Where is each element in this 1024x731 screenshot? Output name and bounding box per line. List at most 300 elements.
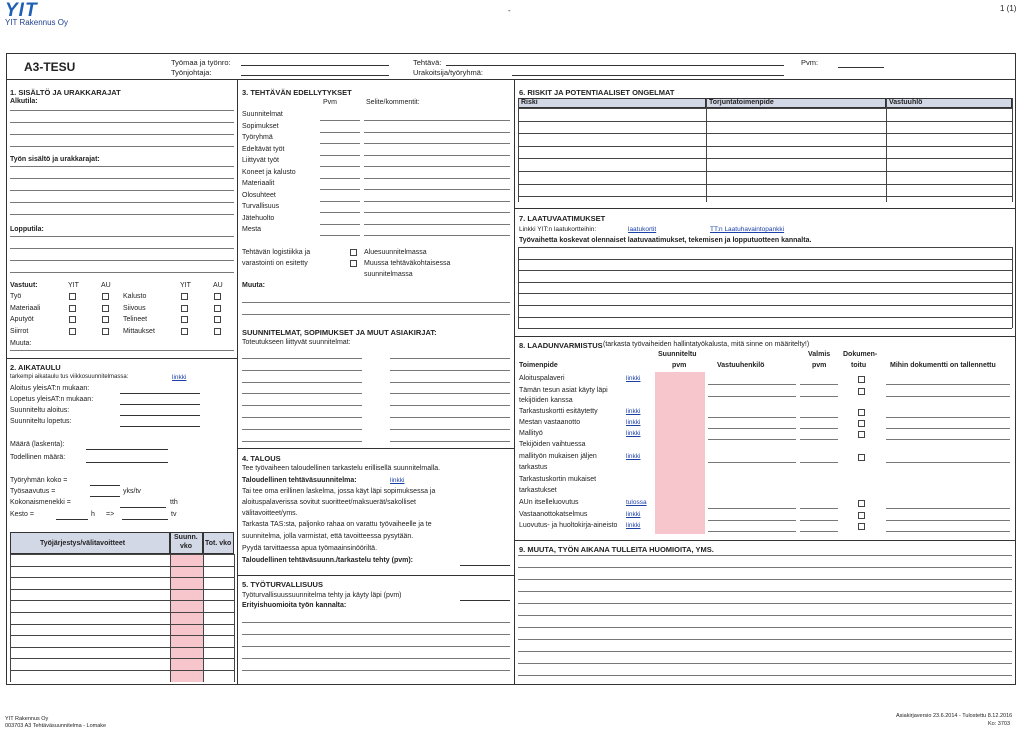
s7-link-observation-bank[interactable]: TT:n Laatuhavaintopankki bbox=[710, 226, 785, 233]
s1-au-checkbox-right-2[interactable] bbox=[214, 316, 221, 323]
s6-col-border-3 bbox=[1012, 98, 1013, 202]
s1-start-line-2[interactable] bbox=[10, 122, 234, 123]
s3-item-1: Sopimukset bbox=[242, 122, 279, 130]
s3-plans-left-line-6[interactable] bbox=[242, 429, 362, 430]
s1-yit-checkbox-left-1[interactable] bbox=[69, 305, 76, 312]
s2-productivity-field[interactable] bbox=[90, 496, 120, 497]
s1-au-checkbox-right-1[interactable] bbox=[214, 305, 221, 312]
s3-plans-right-line-4[interactable] bbox=[390, 405, 510, 406]
s3-item-comment-field-9[interactable] bbox=[364, 224, 510, 225]
s7-row-7[interactable] bbox=[518, 328, 1012, 329]
s2-title: 2. AIKATAULU bbox=[10, 363, 61, 372]
s8-title: 8. LAADUNVARMISTUS bbox=[519, 341, 603, 350]
s8-ready-field-5[interactable] bbox=[800, 439, 838, 440]
s2-col2-label-a: Suunn. bbox=[174, 534, 198, 541]
s3-plans-left-line-2[interactable] bbox=[242, 382, 362, 383]
s2-end-yleis: Lopetus yleisAT:n mukaan: bbox=[10, 396, 94, 403]
s2-plan-week-column bbox=[170, 554, 203, 682]
s8-where-field-1[interactable] bbox=[886, 396, 1010, 397]
s8-doc-checkbox-1[interactable] bbox=[858, 388, 865, 395]
s1-resp-left-2: Aputyöt bbox=[10, 316, 34, 323]
s3-plans-title: SUUNNITELMAT, SOPIMUKSET JA MUUT ASIAKIRJAT: bbox=[242, 328, 437, 337]
s3-item-4: Liittyvät työt bbox=[242, 157, 279, 164]
s3-plans-left-line-3[interactable] bbox=[242, 393, 362, 394]
s8-doc-checkbox-7[interactable] bbox=[858, 454, 865, 461]
s1-yit-checkbox-left-2[interactable] bbox=[69, 316, 76, 323]
s2-table-row-10[interactable] bbox=[10, 670, 234, 671]
foreman-field[interactable] bbox=[241, 75, 389, 76]
s3-plans-right-line-7[interactable] bbox=[390, 441, 510, 442]
s3-plans-right-line-6[interactable] bbox=[390, 429, 510, 430]
s3-item-pvm-field-8[interactable] bbox=[320, 212, 360, 213]
s6-row-6[interactable] bbox=[518, 184, 1012, 185]
s2-end-yleis-field[interactable] bbox=[120, 404, 200, 405]
s8-ready-field-12[interactable] bbox=[800, 520, 838, 521]
col-divider-2 bbox=[514, 80, 515, 685]
s4-line-6: Tarkasta TAS:sta, paljonko rahaa on varattu työvaiheelle ja te bbox=[242, 521, 432, 528]
s7-row-0[interactable] bbox=[518, 247, 1012, 248]
s6-row-3[interactable] bbox=[518, 146, 1012, 147]
s2-duration-tv-field[interactable] bbox=[122, 519, 168, 520]
s9-line-3[interactable] bbox=[518, 579, 1012, 580]
s3-other-label: Muuta: bbox=[242, 282, 265, 289]
s2-plan-start: Suunniteltu aloitus: bbox=[10, 407, 70, 414]
s8-row-label-8: tarkastus bbox=[519, 464, 548, 471]
s3-plans-left-line-1[interactable] bbox=[242, 370, 362, 371]
task-label: Tehtävä: bbox=[413, 58, 442, 67]
s1-au-2: AU bbox=[213, 282, 223, 289]
s3-item-pvm-field-10[interactable] bbox=[320, 235, 360, 236]
s5-line-1[interactable] bbox=[242, 622, 510, 623]
s8-title-note: (tarkasta työvaiheiden hallintatyökalusta, mitä sinne on määritelty!) bbox=[603, 341, 810, 348]
s3-item-comment-field-2[interactable] bbox=[364, 143, 510, 144]
s8-row-link-7[interactable]: linkki bbox=[626, 453, 641, 460]
s3-item-2: Työryhmä bbox=[242, 134, 273, 141]
s2-table-row-0[interactable] bbox=[10, 554, 234, 555]
s8-row-link-12[interactable]: linkki bbox=[626, 511, 641, 518]
s4-line-8: Pyydä tarvittaessa apua työmaainsinööriltä. bbox=[242, 545, 378, 552]
s8-where-field-12[interactable] bbox=[886, 520, 1010, 521]
s8-col-resp: Vastuuhenkilö bbox=[717, 362, 765, 369]
s8-row-label-11: AUn itselleluovutus bbox=[519, 499, 579, 506]
s8-row-label-4: Mestan vastaanotto bbox=[519, 419, 581, 426]
s4-date-field[interactable] bbox=[460, 565, 510, 566]
s3-plans-right-line-1[interactable] bbox=[390, 370, 510, 371]
s8-ready-field-1[interactable] bbox=[800, 396, 838, 397]
col-divider-1 bbox=[237, 80, 238, 685]
s3-plans-left-line-0[interactable] bbox=[242, 358, 362, 359]
s2-table-row-8[interactable] bbox=[10, 647, 234, 648]
s1-au-checkbox-right-3[interactable] bbox=[214, 328, 221, 335]
s4-line-3: Tai tee oma erillinen laskelma, jossa käyt läpi sopimuksessa ja bbox=[242, 488, 436, 495]
s5-date-field[interactable] bbox=[460, 600, 510, 601]
s3-item-0: Suunnitelmat bbox=[242, 111, 283, 118]
s2-amount-real: Todellinen määrä: bbox=[10, 454, 66, 461]
s1-start-line-1[interactable] bbox=[10, 110, 234, 111]
s8-col-plan-1: Suunniteltu bbox=[658, 351, 697, 358]
s8-row-label-2: tekijöiden kanssa bbox=[519, 397, 573, 404]
s9-title: 9. MUUTA, TYÖN AIKANA TULLEITA HUOMIOITA, YMS. bbox=[519, 545, 714, 554]
s8-col-plan-2: pvm bbox=[672, 362, 687, 369]
s8-col-ready-2: pvm bbox=[812, 362, 827, 369]
s8-row-link-0[interactable]: linkki bbox=[626, 375, 641, 382]
s8-doc-checkbox-12[interactable] bbox=[858, 512, 865, 519]
s3-item-pvm-field-6[interactable] bbox=[320, 189, 360, 190]
s1-au-checkbox-right-0[interactable] bbox=[214, 293, 221, 300]
s8-row-label-9: Tarkastuskortin mukaiset bbox=[519, 476, 597, 483]
s4-line-4: aloituspalaverissa sovitut suoritteet/maksuerät/sakolliset bbox=[242, 499, 416, 506]
company-name: YIT Rakennus Oy bbox=[5, 18, 68, 27]
s1-au-checkbox-left-3[interactable] bbox=[102, 328, 109, 335]
s7-row-4[interactable] bbox=[518, 293, 1012, 294]
task-field[interactable] bbox=[446, 65, 784, 66]
s3-item-7: Olosuhteet bbox=[242, 191, 276, 199]
s2-total: Kokonaismenekki = bbox=[10, 499, 71, 506]
s8-ready-field-7[interactable] bbox=[800, 462, 838, 463]
s8-resp-field-7[interactable] bbox=[708, 462, 796, 463]
s1-content-label: Työn sisältö ja urakkarajat: bbox=[10, 156, 100, 163]
s8-col-ready-1: Valmis bbox=[808, 351, 831, 358]
s1-start-label: Alkutila: bbox=[10, 98, 38, 105]
s5-title: 5. TYÖTURVALLISUUS bbox=[242, 580, 323, 589]
s8-col-doc-2: toitu bbox=[851, 362, 867, 369]
s2-plan-end: Suunniteltu lopetus: bbox=[10, 418, 72, 425]
s3-plans-left-line-5[interactable] bbox=[242, 417, 362, 418]
s8-row-link-11[interactable]: tulossa bbox=[626, 499, 647, 506]
s1-yit-checkbox-right-3[interactable] bbox=[181, 328, 188, 335]
s4-link[interactable]: linkki bbox=[390, 477, 405, 484]
s2-team-field[interactable] bbox=[90, 485, 120, 486]
s3-item-comment-field-8[interactable] bbox=[364, 212, 510, 213]
s2-table-border-mid1 bbox=[170, 554, 171, 682]
s2-table-border-right bbox=[234, 554, 235, 682]
date-label: Pvm: bbox=[801, 58, 819, 67]
s3-plans-right-line-2[interactable] bbox=[390, 382, 510, 383]
s9-line-10[interactable] bbox=[518, 663, 1012, 664]
s5-line-2: Erityishuomioita työn kannalta: bbox=[242, 602, 347, 609]
s1-content-line-1[interactable] bbox=[10, 166, 234, 167]
s3-item-comment-field-7[interactable] bbox=[364, 201, 510, 202]
s1-resp-left-3: Siirrot bbox=[10, 327, 29, 335]
s2-table-row-3[interactable] bbox=[10, 589, 234, 590]
s3-pvm-label: Pvm bbox=[323, 99, 337, 106]
s5-line-1: Työturvallisuussuunnitelma tehty ja käyty läpi (pvm) bbox=[242, 592, 402, 599]
s3-logistics-1: Tehtävän logistiikka ja bbox=[242, 249, 311, 256]
s8-row-label-1: Tämän tesun asiat käyty läpi bbox=[519, 387, 608, 394]
s3-plans-sub: Toteutukseen liittyvät suunnitelmat: bbox=[242, 339, 351, 346]
s8-col-doc-1: Dokumen- bbox=[843, 351, 878, 358]
s6-col-border-0 bbox=[518, 98, 519, 202]
s1-au-1: AU bbox=[101, 282, 111, 289]
s1-yit-checkbox-left-0[interactable] bbox=[69, 293, 76, 300]
s3-plans-right-line-0[interactable] bbox=[390, 358, 510, 359]
s1-content-line-3[interactable] bbox=[10, 190, 234, 191]
s8-where-field-11[interactable] bbox=[886, 508, 1010, 509]
s7-links-label: Linkki YIT:n laatukortteihin: bbox=[519, 226, 597, 233]
s1-yit-checkbox-right-0[interactable] bbox=[181, 293, 188, 300]
s3-item-pvm-field-0[interactable] bbox=[320, 120, 360, 121]
s1-end-line-4[interactable] bbox=[10, 272, 234, 273]
s8-row-link-5[interactable]: linkki bbox=[626, 430, 641, 437]
s1-resp-left-0: Työ bbox=[10, 293, 22, 300]
s3-item-comment-field-10[interactable] bbox=[364, 235, 510, 236]
s3-opt2-label-a: Muussa tehtäväkohtaisessa bbox=[364, 260, 451, 267]
s3-item-pvm-field-3[interactable] bbox=[320, 155, 360, 156]
s2-table-row-6[interactable] bbox=[10, 624, 234, 625]
s1-yit-checkbox-right-2[interactable] bbox=[181, 316, 188, 323]
s5-line-4[interactable] bbox=[242, 658, 510, 659]
s2-col1-label: Työjärjestys/välitavoitteet bbox=[40, 540, 126, 547]
s1-other-line-1[interactable] bbox=[10, 350, 234, 351]
s3-plans-right-line-5[interactable] bbox=[390, 417, 510, 418]
s2-start-yleis: Aloitus yleisAT:n mukaan: bbox=[10, 385, 90, 392]
s8-ready-field-0[interactable] bbox=[800, 384, 838, 385]
s2-table-row-5[interactable] bbox=[10, 612, 234, 613]
s8-resp-field-1[interactable] bbox=[708, 396, 796, 397]
s1-end-label: Lopputila: bbox=[10, 226, 44, 233]
row-divider-s4 bbox=[237, 575, 515, 576]
s1-yit-checkbox-left-3[interactable] bbox=[69, 328, 76, 335]
row-divider-s3 bbox=[237, 448, 515, 449]
s8-doc-checkbox-11[interactable] bbox=[858, 500, 865, 507]
s8-row-link-4[interactable]: linkki bbox=[626, 419, 641, 426]
s8-col-where: Mihin dokumentti on tallennettu bbox=[890, 362, 996, 369]
s9-line-4[interactable] bbox=[518, 591, 1012, 592]
s6-col2-label: Torjuntatoimenpide bbox=[709, 99, 774, 106]
s8-row-label-12: Vastaanottokatselmus bbox=[519, 511, 588, 518]
s2-table-border-left bbox=[10, 554, 11, 682]
s3-item-9: Jätehuolto bbox=[242, 214, 275, 222]
s7-border-left bbox=[518, 247, 519, 328]
s2-table-row-2[interactable] bbox=[10, 577, 234, 578]
s3-comment-label: Selite/kommentit: bbox=[366, 99, 420, 106]
s8-row-label-13: Luovutus- ja huoltokirja-aineisto bbox=[519, 522, 618, 529]
s2-table-row-9[interactable] bbox=[10, 658, 234, 659]
s9-line-11[interactable] bbox=[518, 675, 1012, 676]
s2-plan-start-field[interactable] bbox=[120, 415, 200, 416]
s5-line-3[interactable] bbox=[242, 646, 510, 647]
s4-line-9: Taloudellinen tehtäväsuunn./tarkastelu tehty (pvm): bbox=[242, 557, 414, 564]
s3-item-pvm-field-1[interactable] bbox=[320, 132, 360, 133]
s1-content-line-5[interactable] bbox=[10, 214, 234, 215]
s8-row-label-3: Tarkastuskortti esitäytetty bbox=[519, 408, 598, 415]
s2-plan-end-field[interactable] bbox=[120, 426, 200, 427]
row-divider-s7 bbox=[514, 336, 1016, 337]
s2-total-unit: tth bbox=[170, 499, 178, 506]
foreman-label: Työnjohtaja: bbox=[171, 68, 212, 77]
s3-other-line-1[interactable] bbox=[242, 302, 510, 303]
s6-row-4[interactable] bbox=[518, 158, 1012, 159]
s1-end-line-3[interactable] bbox=[10, 260, 234, 261]
s2-table-row-1[interactable] bbox=[10, 566, 234, 567]
s8-doc-checkbox-3[interactable] bbox=[858, 409, 865, 416]
s2-table-row-4[interactable] bbox=[10, 600, 234, 601]
s9-line-1[interactable] bbox=[518, 555, 1012, 556]
row-divider-s8 bbox=[514, 540, 1016, 541]
s3-opt1-checkbox[interactable] bbox=[350, 249, 357, 256]
s8-row-link-13[interactable]: linkki bbox=[626, 522, 641, 529]
s3-opt2-checkbox[interactable] bbox=[350, 260, 357, 267]
s1-content-line-4[interactable] bbox=[10, 202, 234, 203]
s8-doc-checkbox-13[interactable] bbox=[858, 523, 865, 530]
s1-au-checkbox-left-0[interactable] bbox=[102, 293, 109, 300]
s8-where-field-13[interactable] bbox=[886, 531, 1010, 532]
s8-where-field-3[interactable] bbox=[886, 417, 1010, 418]
s9-line-5[interactable] bbox=[518, 603, 1012, 604]
s3-item-comment-field-0[interactable] bbox=[364, 120, 510, 121]
contractor-field[interactable] bbox=[512, 75, 784, 76]
s8-ready-field-13[interactable] bbox=[800, 531, 838, 532]
s2-amount-calc-field[interactable] bbox=[86, 449, 168, 450]
s8-doc-checkbox-0[interactable] bbox=[858, 376, 865, 383]
s3-item-pvm-field-5[interactable] bbox=[320, 178, 360, 179]
s1-resp-right-0: Kalusto bbox=[123, 293, 147, 300]
s8-row-label-5: Mallityö bbox=[519, 430, 543, 437]
s3-item-comment-field-5[interactable] bbox=[364, 178, 510, 179]
s8-resp-field-12[interactable] bbox=[708, 520, 796, 521]
s2-amount-real-field[interactable] bbox=[86, 462, 168, 463]
s5-line-2[interactable] bbox=[242, 634, 510, 635]
s2-h: h bbox=[91, 511, 95, 518]
s1-yit-1: YIT bbox=[68, 282, 79, 289]
s8-ready-field-3[interactable] bbox=[800, 417, 838, 418]
s7-link-quality-cards[interactable]: laatukortit bbox=[628, 226, 657, 233]
s9-line-2[interactable] bbox=[518, 567, 1012, 568]
s9-line-7[interactable] bbox=[518, 627, 1012, 628]
s8-row-label-7: mallityön mukaisen jäljen bbox=[519, 453, 597, 460]
s4-line-1: Tee työvaiheen taloudellinen tarkastelu erillisellä suunnitelmalla. bbox=[242, 465, 441, 472]
s3-plans-left-line-4[interactable] bbox=[242, 405, 362, 406]
s8-plan-date-column bbox=[655, 372, 705, 534]
s1-content-line-2[interactable] bbox=[10, 178, 234, 179]
worksite-field[interactable] bbox=[241, 65, 389, 66]
s3-item-comment-field-3[interactable] bbox=[364, 155, 510, 156]
s8-where-field-0[interactable] bbox=[886, 384, 1010, 385]
s8-resp-field-5[interactable] bbox=[708, 439, 796, 440]
s3-item-3: Edeltävät työt bbox=[242, 145, 285, 153]
form-title: A3-TESU bbox=[24, 60, 76, 74]
contractor-label: Urakoitsija/työryhmä: bbox=[413, 68, 484, 77]
s1-start-line-4[interactable] bbox=[10, 146, 234, 147]
s9-line-9[interactable] bbox=[518, 651, 1012, 652]
s3-item-comment-field-4[interactable] bbox=[364, 166, 510, 167]
s2-total-field[interactable] bbox=[120, 507, 166, 508]
s2-arrow: => bbox=[106, 511, 115, 518]
s2-start-yleis-field[interactable] bbox=[120, 393, 200, 394]
s7-border-right bbox=[1012, 247, 1013, 328]
s8-doc-checkbox-5[interactable] bbox=[858, 431, 865, 438]
s8-resp-field-11[interactable] bbox=[708, 508, 796, 509]
s1-au-checkbox-left-1[interactable] bbox=[102, 305, 109, 312]
s8-where-field-5[interactable] bbox=[886, 439, 1010, 440]
date-field[interactable] bbox=[838, 67, 884, 68]
s8-resp-field-3[interactable] bbox=[708, 417, 796, 418]
s8-where-field-7[interactable] bbox=[886, 462, 1010, 463]
s2-tv: tv bbox=[171, 511, 177, 518]
s3-item-10: Mesta bbox=[242, 226, 262, 233]
s8-row-link-3[interactable]: linkki bbox=[626, 408, 641, 415]
s2-prod-unit: yks/tv bbox=[123, 488, 141, 495]
s3-plans-left-line-7[interactable] bbox=[242, 441, 362, 442]
s3-item-pvm-field-4[interactable] bbox=[320, 166, 360, 167]
s4-line-7: suunnitelma, jolla varmistat, että tavoitteessa pysytään. bbox=[242, 533, 414, 540]
s1-end-line-2[interactable] bbox=[10, 248, 234, 249]
s7-title: 7. LAATUVAATIMUKSET bbox=[519, 214, 606, 223]
s2-amount-calc: Määrä (laskenta): bbox=[10, 441, 65, 448]
s8-col-action: Toimenpide bbox=[519, 362, 558, 369]
s2-detail-label: tarkempi aikataulu tus viikkosuunnitelmassa: bbox=[10, 374, 129, 380]
s9-line-6[interactable] bbox=[518, 615, 1012, 616]
s3-item-pvm-field-7[interactable] bbox=[320, 201, 360, 202]
s6-col1-header bbox=[518, 98, 706, 108]
s6-row-7[interactable] bbox=[518, 196, 1012, 197]
s5-line-5[interactable] bbox=[242, 670, 510, 671]
s3-logistics-2: varastointi on esitetty bbox=[242, 260, 308, 267]
s1-end-line-1[interactable] bbox=[10, 236, 234, 237]
s3-other-line-2[interactable] bbox=[242, 314, 510, 315]
s7-row-6[interactable] bbox=[518, 317, 1012, 318]
s7-row-2[interactable] bbox=[518, 270, 1012, 271]
s7-sub: Työvaihetta koskevat olennaiset laatuvaatimukset, tekemisen ja lopputuotteen kannalta. bbox=[519, 237, 812, 244]
s8-resp-field-13[interactable] bbox=[708, 531, 796, 532]
s3-plans-right-line-3[interactable] bbox=[390, 393, 510, 394]
s6-col1-label: Riski bbox=[521, 99, 538, 106]
s2-table-row-7[interactable] bbox=[10, 635, 234, 636]
s8-doc-checkbox-4[interactable] bbox=[858, 420, 865, 427]
s3-item-pvm-field-9[interactable] bbox=[320, 224, 360, 225]
s1-au-checkbox-left-2[interactable] bbox=[102, 316, 109, 323]
s8-resp-field-0[interactable] bbox=[708, 384, 796, 385]
s1-yit-2: YIT bbox=[180, 282, 191, 289]
s7-row-3[interactable] bbox=[518, 282, 1012, 283]
s1-yit-checkbox-right-1[interactable] bbox=[181, 305, 188, 312]
s3-item-6: Materiaalit bbox=[242, 180, 275, 187]
s1-resp-right-3: Mittaukset bbox=[123, 327, 155, 335]
s8-resp-field-4[interactable] bbox=[708, 428, 796, 429]
s8-ready-field-11[interactable] bbox=[800, 508, 838, 509]
yit-logo: YIT bbox=[5, 0, 38, 21]
s3-item-8: Turvallisuus bbox=[242, 203, 280, 210]
s6-row-5[interactable] bbox=[518, 171, 1012, 172]
s8-ready-field-4[interactable] bbox=[800, 428, 838, 429]
s1-resp-label: Vastuut: bbox=[10, 282, 38, 289]
s1-title: 1. SISÄLTÖ JA URAKKARAJAT bbox=[10, 88, 121, 97]
s2-col3-label: Tot. vko bbox=[205, 540, 232, 547]
s3-item-comment-field-6[interactable] bbox=[364, 189, 510, 190]
separator: - bbox=[508, 6, 511, 15]
s3-item-comment-field-1[interactable] bbox=[364, 132, 510, 133]
row-divider-s1 bbox=[6, 358, 238, 359]
s9-line-8[interactable] bbox=[518, 639, 1012, 640]
s7-row-1[interactable] bbox=[518, 259, 1012, 260]
s3-title: 3. TEHTÄVÄN EDELLYTYKSET bbox=[242, 88, 352, 97]
s7-row-5[interactable] bbox=[518, 305, 1012, 306]
footer-doc: 003703 A3 Tehtäväsuunnitelma - Lomake bbox=[5, 723, 107, 729]
s6-row-0[interactable] bbox=[518, 108, 1012, 109]
s1-start-line-3[interactable] bbox=[10, 134, 234, 135]
s8-row-label-10: tarkastukset bbox=[519, 487, 557, 494]
s6-row-1[interactable] bbox=[518, 121, 1012, 122]
s3-item-pvm-field-2[interactable] bbox=[320, 143, 360, 144]
worksite-label: Työmaa ja työnro: bbox=[171, 58, 231, 67]
s2-duration-h-field[interactable] bbox=[56, 519, 88, 520]
s4-line-5: välitavoitteet/yms. bbox=[242, 510, 298, 517]
s4-title: 4. TALOUS bbox=[242, 454, 281, 463]
s6-row-2[interactable] bbox=[518, 133, 1012, 134]
s2-link[interactable]: linkki bbox=[172, 374, 187, 381]
s8-where-field-4[interactable] bbox=[886, 428, 1010, 429]
s8-row-label-6: Tekijöiden vaihtuessa bbox=[519, 441, 586, 448]
